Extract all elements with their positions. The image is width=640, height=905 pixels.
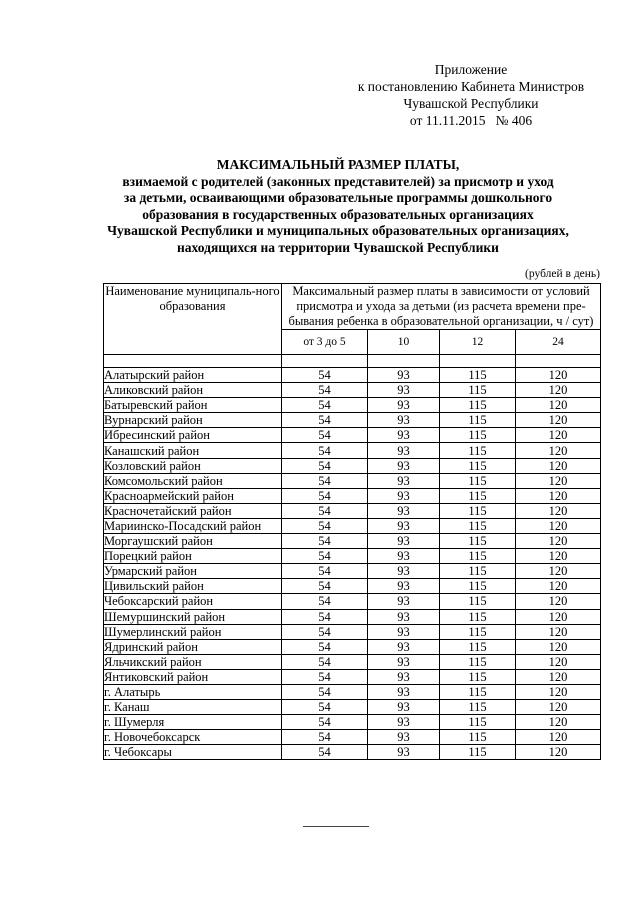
fee-value: 115 xyxy=(440,368,516,383)
fee-value: 120 xyxy=(516,609,601,624)
spacer-row xyxy=(104,355,601,368)
fee-value: 93 xyxy=(368,413,440,428)
fee-value: 120 xyxy=(516,639,601,654)
table-row xyxy=(104,639,601,654)
fee-value: 115 xyxy=(440,564,516,579)
title-line: находящихся на территории Чувашской Республики xyxy=(177,239,499,255)
fee-value: 93 xyxy=(368,684,440,699)
title-line: МАКСИМАЛЬНЫЙ РАЗМЕР ПЛАТЫ, xyxy=(216,157,460,172)
fee-value: 54 xyxy=(282,684,368,699)
table-row xyxy=(104,594,601,609)
fee-value: 120 xyxy=(516,443,601,458)
municipality-name: Шумерлинский район xyxy=(104,624,282,639)
municipality-name: Цивильский район xyxy=(104,579,282,594)
table-row xyxy=(104,684,601,699)
municipality-name: г. Новочебоксарск xyxy=(104,730,282,745)
fee-value: 54 xyxy=(282,730,368,745)
subheader-12: 12 xyxy=(440,330,516,355)
fee-value: 54 xyxy=(282,473,368,488)
table-row xyxy=(104,609,601,624)
title-line: образования в государственных образовательных организациях xyxy=(142,206,534,222)
municipality-name: Мариинско-Посадский район xyxy=(104,518,282,533)
fee-value: 54 xyxy=(282,624,368,639)
fee-value: 93 xyxy=(368,715,440,730)
fee-value: 93 xyxy=(368,669,440,684)
fee-value: 120 xyxy=(516,534,601,549)
municipality-name: Комсомольский район xyxy=(104,473,282,488)
fee-value: 120 xyxy=(516,383,601,398)
fee-value: 54 xyxy=(282,368,368,383)
fee-value: 54 xyxy=(282,564,368,579)
fee-value: 93 xyxy=(368,594,440,609)
fee-value: 93 xyxy=(368,518,440,533)
fee-value: 54 xyxy=(282,518,368,533)
fee-value: 115 xyxy=(440,730,516,745)
fee-value: 54 xyxy=(282,443,368,458)
fee-value: 54 xyxy=(282,458,368,473)
fee-value: 93 xyxy=(368,700,440,715)
fee-value: 93 xyxy=(368,534,440,549)
table-row xyxy=(104,549,601,564)
fee-value: 115 xyxy=(440,594,516,609)
fee-value: 120 xyxy=(516,624,601,639)
fee-value: 120 xyxy=(516,518,601,533)
table-row xyxy=(104,534,601,549)
municipality-name: Урмарский район xyxy=(104,564,282,579)
table-row xyxy=(104,503,601,518)
municipality-name: г. Шумерля xyxy=(104,715,282,730)
fee-value: 54 xyxy=(282,428,368,443)
fee-value: 115 xyxy=(440,518,516,533)
fee-value: 115 xyxy=(440,700,516,715)
table-row xyxy=(104,383,601,398)
fee-value: 115 xyxy=(440,413,516,428)
table-row xyxy=(104,398,601,413)
fee-value: 54 xyxy=(282,609,368,624)
fee-value: 115 xyxy=(440,609,516,624)
fee-value: 93 xyxy=(368,639,440,654)
municipality-name: Ибресинский район xyxy=(104,428,282,443)
spacer-cell xyxy=(516,355,601,368)
fee-value: 54 xyxy=(282,639,368,654)
municipality-name: Яльчикский район xyxy=(104,654,282,669)
table-row xyxy=(104,669,601,684)
fee-value: 54 xyxy=(282,488,368,503)
units-note: (рублей в день) xyxy=(525,268,600,280)
fee-value: 115 xyxy=(440,443,516,458)
title-line: Чувашской Республики и муниципальных образовательных организациях, xyxy=(107,223,569,238)
appendix-block xyxy=(346,61,596,129)
fee-value: 120 xyxy=(516,594,601,609)
subheader-3-5: от 3 до 5 xyxy=(282,330,368,355)
fee-value: 120 xyxy=(516,745,601,760)
municipality-name: Красночетайский район xyxy=(104,503,282,518)
municipality-name: Порецкий район xyxy=(104,549,282,564)
table-row xyxy=(104,624,601,639)
municipality-name: г. Алатырь xyxy=(104,684,282,699)
table-row xyxy=(104,473,601,488)
fee-value: 115 xyxy=(440,488,516,503)
municipality-name: Чебоксарский район xyxy=(104,594,282,609)
fee-value: 120 xyxy=(516,715,601,730)
fee-value: 115 xyxy=(440,654,516,669)
fee-value: 120 xyxy=(516,730,601,745)
subheader-24: 24 xyxy=(516,330,601,355)
fee-value: 120 xyxy=(516,428,601,443)
fee-value: 120 xyxy=(516,669,601,684)
fee-table xyxy=(103,283,601,760)
fee-value: 120 xyxy=(516,503,601,518)
table-row xyxy=(104,458,601,473)
fee-value: 93 xyxy=(368,579,440,594)
fee-value: 115 xyxy=(440,473,516,488)
title-line: за детьми, осваивающими образовательные программы дошкольного xyxy=(123,190,553,205)
table-row xyxy=(104,564,601,579)
fee-value: 120 xyxy=(516,368,601,383)
fee-value: 93 xyxy=(368,473,440,488)
table-row xyxy=(104,700,601,715)
fee-value: 120 xyxy=(516,549,601,564)
municipality-name: Вурнарский район xyxy=(104,413,282,428)
fee-value: 93 xyxy=(368,383,440,398)
spacer-cell xyxy=(440,355,516,368)
fee-value: 115 xyxy=(440,639,516,654)
municipality-name: г. Чебоксары xyxy=(104,745,282,760)
fee-value: 93 xyxy=(368,564,440,579)
appendix-line: Приложение xyxy=(434,62,508,77)
fee-value: 115 xyxy=(440,549,516,564)
fee-value: 93 xyxy=(368,503,440,518)
table-row xyxy=(104,579,601,594)
fee-value: 54 xyxy=(282,534,368,549)
table-row xyxy=(104,428,601,443)
fee-value: 54 xyxy=(282,669,368,684)
fee-value: 120 xyxy=(516,398,601,413)
fee-value: 120 xyxy=(516,700,601,715)
fee-value: 93 xyxy=(368,488,440,503)
fee-value: 54 xyxy=(282,579,368,594)
fee-value: 120 xyxy=(516,564,601,579)
appendix-line: Чувашской Республики xyxy=(403,96,539,111)
fee-value: 54 xyxy=(282,594,368,609)
fee-value: 120 xyxy=(516,488,601,503)
table-row xyxy=(104,715,601,730)
table-row xyxy=(104,654,601,669)
fee-value: 115 xyxy=(440,579,516,594)
table-row xyxy=(104,413,601,428)
fee-value: 54 xyxy=(282,715,368,730)
fee-value: 115 xyxy=(440,428,516,443)
table-row xyxy=(104,488,601,503)
fee-value: 54 xyxy=(282,654,368,669)
fee-value: 115 xyxy=(440,624,516,639)
fee-value: 115 xyxy=(440,458,516,473)
fee-value: 93 xyxy=(368,609,440,624)
fee-value: 54 xyxy=(282,503,368,518)
municipality-name: г. Канаш xyxy=(104,700,282,715)
fee-value: 54 xyxy=(282,700,368,715)
document-title xyxy=(88,157,588,256)
fee-table-body xyxy=(104,355,601,760)
fee-value: 93 xyxy=(368,443,440,458)
appendix-line: к постановлению Кабинета Министров xyxy=(357,79,585,94)
fee-value: 93 xyxy=(368,368,440,383)
table-row xyxy=(104,368,601,383)
spacer-cell xyxy=(104,355,282,368)
fee-value: 93 xyxy=(368,428,440,443)
municipality-name: Канашский район xyxy=(104,443,282,458)
fee-value: 93 xyxy=(368,458,440,473)
fee-value: 93 xyxy=(368,730,440,745)
municipality-name: Ядринский район xyxy=(104,639,282,654)
municipality-name: Алатырский район xyxy=(104,368,282,383)
fee-value: 54 xyxy=(282,413,368,428)
fee-value: 115 xyxy=(440,669,516,684)
fee-value: 54 xyxy=(282,549,368,564)
table-row xyxy=(104,518,601,533)
table-row xyxy=(104,745,601,760)
spacer-cell xyxy=(368,355,440,368)
fee-value: 115 xyxy=(440,684,516,699)
fee-value: 93 xyxy=(368,654,440,669)
fee-value: 93 xyxy=(368,549,440,564)
fee-value: 93 xyxy=(368,398,440,413)
table-row xyxy=(104,730,601,745)
municipality-name: Батыревский район xyxy=(104,398,282,413)
header-fee-conditions: Максимальный размер платы в зависимости от условий присмотра и ухода за детьми (из расчета времени пре-бывания ребенка в образовательной организации, ч / сут) xyxy=(282,284,601,330)
municipality-name: Красноармейский район xyxy=(104,488,282,503)
title-line: взимаемой с родителей (законных представителей) за присмотр и уход xyxy=(122,173,554,189)
fee-value: 120 xyxy=(516,413,601,428)
fee-value: 115 xyxy=(440,503,516,518)
table-row xyxy=(104,443,601,458)
fee-value: 115 xyxy=(440,398,516,413)
municipality-name: Козловский район xyxy=(104,458,282,473)
fee-value: 93 xyxy=(368,745,440,760)
bottom-divider xyxy=(303,826,369,827)
municipality-name: Янтиковский район xyxy=(104,669,282,684)
municipality-name: Аликовский район xyxy=(104,383,282,398)
fee-value: 54 xyxy=(282,398,368,413)
fee-value: 120 xyxy=(516,654,601,669)
fee-value: 115 xyxy=(440,534,516,549)
fee-value: 120 xyxy=(516,579,601,594)
subheader-10: 10 xyxy=(368,330,440,355)
appendix-date-line: от 11.11.2015 № 406 xyxy=(409,113,533,128)
fee-value: 54 xyxy=(282,745,368,760)
fee-value: 115 xyxy=(440,715,516,730)
fee-value: 120 xyxy=(516,473,601,488)
municipality-name: Шемуршинский район xyxy=(104,609,282,624)
fee-value: 115 xyxy=(440,745,516,760)
municipality-name: Моргаушский район xyxy=(104,534,282,549)
fee-value: 120 xyxy=(516,458,601,473)
fee-value: 120 xyxy=(516,684,601,699)
fee-value: 115 xyxy=(440,383,516,398)
fee-value: 54 xyxy=(282,383,368,398)
fee-value: 93 xyxy=(368,624,440,639)
header-municipality: Наименование муниципаль-ного образования xyxy=(104,284,282,355)
spacer-cell xyxy=(282,355,368,368)
